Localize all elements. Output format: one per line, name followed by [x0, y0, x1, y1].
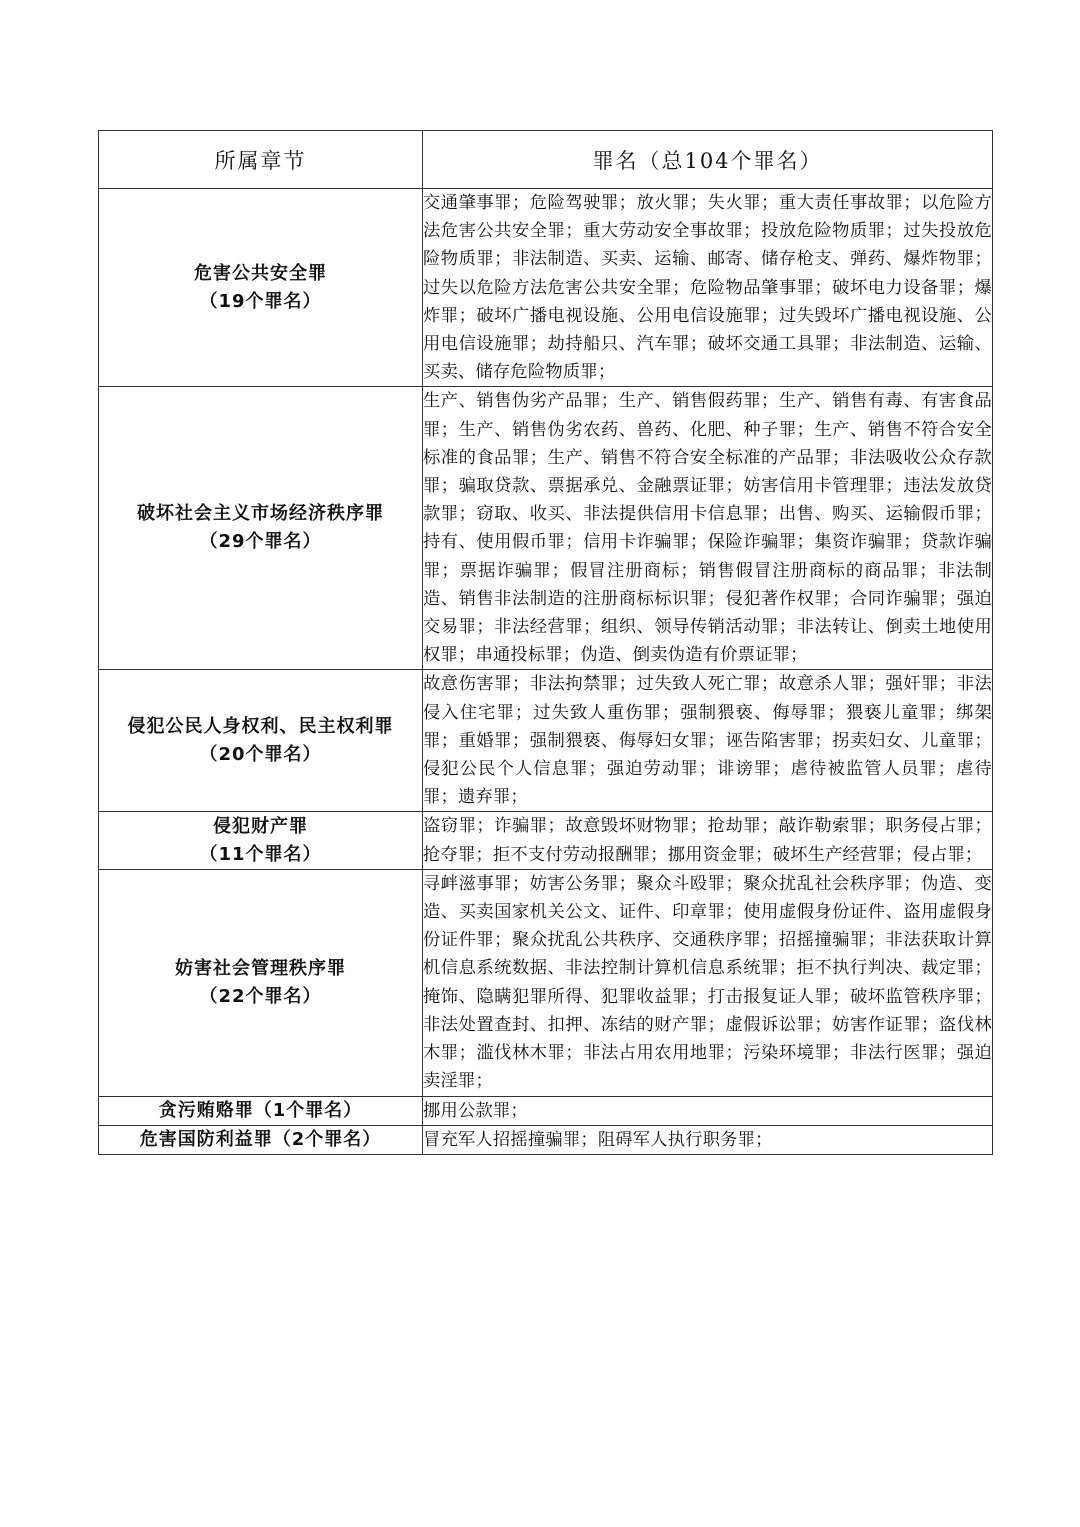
crime-list: 盗窃罪；诈骗罪；故意毁坏财物罪；抢劫罪；敲诈勒索罪；职务侵占罪；抢夺罪；拒不支付劳动报酬罪；挪用资金罪；破坏生产经营罪；侵占罪；: [423, 812, 993, 869]
chapter-count: （22个罪名）: [199, 985, 322, 1007]
table-row: [99, 1096, 993, 1125]
crime-list: 冒充军人招摇撞骗罪；阻碍军人执行职务罪；: [423, 1125, 993, 1154]
table-row: [99, 812, 993, 869]
crime-list: 挪用公款罪；: [423, 1096, 993, 1125]
crime-list: 寻衅滋事罪；妨害公务罪；聚众斗殴罪；聚众扰乱社会秩序罪；伪造、变造、买卖国家机关公文、证件、印章罪；使用虚假身份证件、盗用虚假身份证件罪；聚众扰乱公共秩序、交通秩序罪；招摇撞骗罪；非法获取计算机信息系统数据、非法控制计算机信息系统罪；拒不执行判决、裁定罪；掩饰、隐瞒犯罪所得、犯罪收益罪；打击报复证人罪；破坏监管秩序罪；非法处置查封、扣押、冻结的财产罪；虚假诉讼罪；妨害作证罪；盗伐林木罪；滥伐林木罪；非法占用农用地罪；污染环境罪；非法行医罪；强迫卖淫罪；: [423, 869, 993, 1096]
chapter-cell: [99, 189, 423, 387]
chapter-cell: [99, 670, 423, 812]
chapter-count: （20个罪名）: [199, 743, 322, 765]
chapter-count: （11个罪名）: [199, 843, 322, 865]
table-row: [99, 189, 993, 387]
chapter-count: （19个罪名）: [199, 290, 322, 312]
crime-list: 交通肇事罪；危险驾驶罪；放火罪；失火罪；重大责任事故罪；以危险方法危害公共安全罪；重大劳动安全事故罪；投放危险物质罪；过失投放危险物质罪；非法制造、买卖、运输、邮寄、储存枪支、弹药、爆炸物罪；过失以危险方法危害公共安全罪；危险物品肇事罪；破坏电力设备罪；爆炸罪；破坏广播电视设施、公用电信设施罪；过失毁坏广播电视设施、公用电信设施罪；劫持船只、汽车罪；破坏交通工具罪；非法制造、运输、买卖、储存危险物质罪；: [423, 189, 993, 387]
chapter-name: 危害国防利益罪（2个罪名）: [139, 1128, 382, 1150]
table-row: [99, 387, 993, 670]
chapter-name: 侵犯公民人身权利、民主权利罪: [127, 715, 394, 737]
header-chapter: 所属章节: [99, 131, 423, 189]
crime-list: 故意伤害罪；非法拘禁罪；过失致人死亡罪；故意杀人罪；强奸罪；非法侵入住宅罪；过失致人重伤罪；强制猥亵、侮辱罪；猥亵儿童罪；绑架罪；重婚罪；强制猥亵、侮辱妇女罪；诬告陷害罪；拐卖妇女、儿童罪；侵犯公民个人信息罪；强迫劳动罪；诽谤罪；虐待被监管人员罪；虐待罪；遗弃罪；: [423, 670, 993, 812]
table-row: [99, 670, 993, 812]
chapter-name: 侵犯财产罪: [213, 815, 308, 837]
chapter-name: 危害公共安全罪: [194, 262, 327, 284]
chapter-name: 贪污贿赂罪（1个罪名）: [158, 1099, 363, 1121]
chapter-cell: [99, 869, 423, 1096]
chapter-name: 破坏社会主义市场经济秩序罪: [137, 503, 384, 525]
header-crimes: 罪名（总104个罪名）: [423, 131, 993, 189]
chapter-cell: [99, 812, 423, 869]
chapter-cell: [99, 387, 423, 670]
table-header-row: [99, 131, 993, 189]
table-row: [99, 1125, 993, 1154]
chapter-count: （29个罪名）: [199, 531, 322, 553]
chapter-name: 妨害社会管理秩序罪: [175, 957, 346, 979]
chapter-cell: [99, 1125, 423, 1154]
chapter-cell: [99, 1096, 423, 1125]
crime-list: 生产、销售伪劣产品罪；生产、销售假药罪；生产、销售有毒、有害食品罪；生产、销售伪劣农药、兽药、化肥、种子罪；生产、销售不符合安全标准的食品罪；生产、销售不符合安全标准的产品罪；非法吸收公众存款罪；骗取贷款、票据承兑、金融票证罪；妨害信用卡管理罪；违法发放贷款罪；窃取、收买、非法提供信用卡信息罪；出售、购买、运输假币罪；持有、使用假币罪；信用卡诈骗罪；保险诈骗罪；集资诈骗罪；贷款诈骗罪；票据诈骗罪；假冒注册商标；销售假冒注册商标的商品罪；非法制造、销售非法制造的注册商标标识罪；侵犯著作权罪；合同诈骗罪；强迫交易罪；非法经营罪；组织、领导传销活动罪；非法转让、倒卖土地使用权罪；串通投标罪；伪造、倒卖伪造有价票证罪；: [423, 387, 993, 670]
table-row: [99, 869, 993, 1096]
crime-table: [98, 130, 993, 1155]
